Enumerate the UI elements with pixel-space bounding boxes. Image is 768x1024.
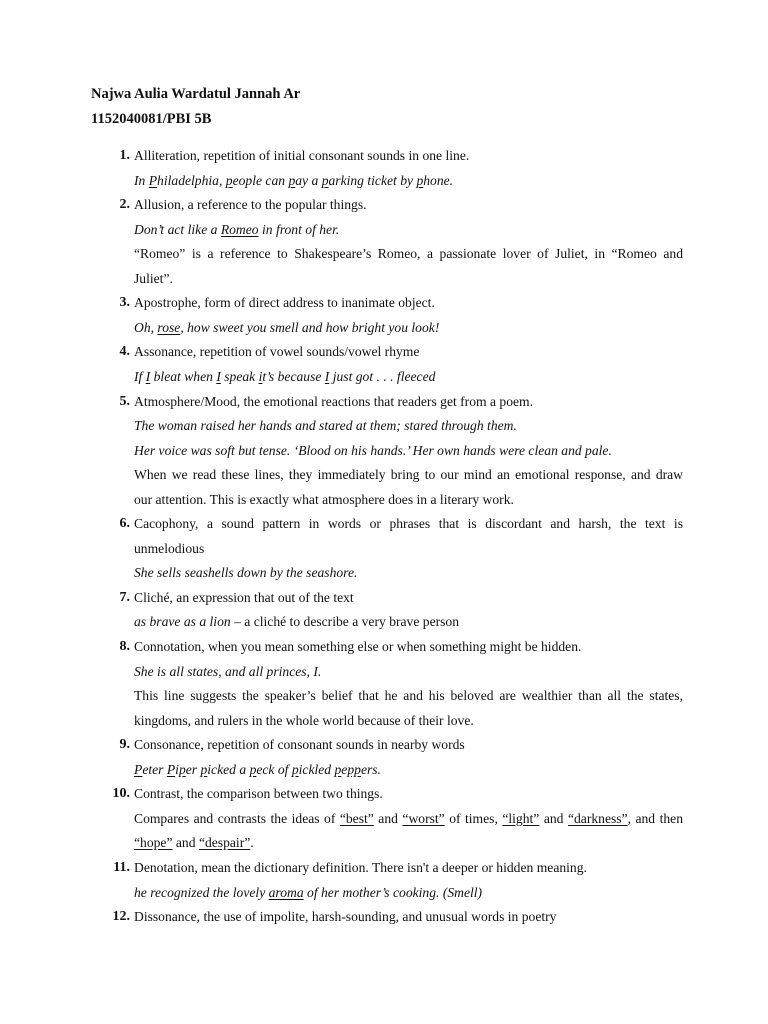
item-text-line: [134, 291, 683, 316]
text-segment: i: [175, 761, 179, 777]
text-segment: just got . . . fleeced: [329, 368, 436, 384]
example-line: [134, 610, 683, 635]
text-segment: She sells seashells down by the seashore.: [134, 565, 358, 581]
item-number: 10.: [112, 786, 130, 802]
text-segment: er: [185, 761, 201, 777]
item-text-line: [134, 512, 683, 537]
text-segment: – a cliché to describe a very brave person: [230, 614, 460, 630]
text-segment: hone.: [423, 172, 454, 188]
example-line: [134, 365, 683, 390]
item-text-line: [134, 390, 683, 415]
example-line: [134, 169, 683, 194]
text-segment: of times,: [444, 810, 503, 826]
text-segment: If: [134, 368, 146, 384]
item-text-line: [134, 733, 683, 758]
text-segment: Compares and contrasts the ideas of: [134, 810, 340, 826]
text-segment: Atmosphere/Mood, the emotional reactions that readers get from a poem.: [134, 393, 534, 409]
text-segment: Contrast, the comparison between two things.: [134, 786, 383, 802]
text-segment: bleat when: [150, 368, 217, 384]
text-segment: Oh,: [134, 319, 158, 335]
text-segment: Connotation, when you mean something else or when something might be hidden.: [134, 639, 582, 654]
text-segment: Assonance, repetition of vowel sounds/vowel rhyme: [134, 344, 420, 360]
underlined-text: P: [134, 761, 143, 777]
underlined-text: p: [334, 761, 342, 777]
item-text-line: [134, 807, 683, 832]
item-number: 4.: [119, 344, 130, 360]
text-segment: Don’t act like a: [134, 221, 221, 237]
text-segment: e: [341, 761, 348, 777]
text-segment: hiladelphia,: [157, 172, 226, 188]
text-segment: our attention. This is exactly what atmosphere does in a literary work.: [134, 491, 514, 507]
text-segment: Her voice was soft but tense. ‘Blood on his hands.’ Her own hands were clean and pale.: [134, 442, 612, 458]
text-segment: This line suggests the speaker’s belief that he and his beloved are wealthier than all the states,: [134, 688, 683, 704]
item-number: 1.: [119, 148, 130, 163]
item-text-line: [134, 782, 683, 807]
text-segment: speak: [220, 368, 259, 384]
item-text-line: [134, 267, 683, 292]
example-line: [134, 881, 683, 906]
text-segment: ay a: [295, 172, 322, 188]
underlined-text: P: [148, 172, 158, 188]
text-segment: and: [373, 810, 403, 826]
example-line: [134, 758, 683, 783]
text-segment: Cacophony, a sound pattern in words or phrases that is discordant and harsh, the text is: [134, 516, 683, 532]
text-segment: Consonance, repetition of consonant sounds in nearby words: [134, 737, 465, 753]
underlined-text: p: [416, 172, 424, 188]
underlined-text: I: [324, 368, 330, 384]
underlined-text: p: [200, 761, 208, 777]
text-segment: .: [250, 835, 254, 851]
item-text-line: [134, 586, 683, 611]
underlined-text: I: [216, 368, 221, 384]
underlined-text: Romeo: [220, 221, 259, 237]
item-text-line: [134, 831, 683, 856]
underlined-text: p: [291, 761, 299, 777]
underlined-text: p: [225, 172, 233, 188]
text-segment: Juliet”.: [134, 270, 173, 286]
item-number: 9.: [119, 737, 130, 753]
text-segment: , and then: [627, 810, 683, 826]
text-segment: and: [539, 810, 568, 826]
item-text-line: [134, 905, 683, 930]
item-text-line: [134, 340, 683, 365]
underlined-text: rose: [157, 319, 181, 335]
text-segment: icked a: [207, 761, 250, 777]
item-number: 8.: [119, 639, 130, 654]
example-line: [134, 660, 683, 685]
underlined-text: aroma: [268, 884, 304, 900]
text-segment: he recognized the lovely: [134, 884, 269, 900]
item-number: 5.: [119, 393, 130, 409]
item-text-line: [134, 537, 683, 562]
text-segment: unmelodious: [134, 540, 205, 556]
underlined-text: p: [288, 172, 296, 188]
example-line: [134, 439, 683, 464]
text-segment: The woman raised her hands and stared at them; stared through them.: [134, 418, 517, 434]
underlined-text: “light”: [502, 810, 540, 826]
text-segment: ickled: [298, 761, 335, 777]
example-line: [134, 218, 683, 243]
text-segment: in front of her.: [258, 221, 340, 237]
underlined-text: p: [178, 761, 186, 777]
underlined-text: pp: [347, 761, 361, 777]
text-segment: eck of: [256, 761, 292, 777]
item-number: 3.: [119, 295, 130, 311]
text-segment: “Romeo” is a reference to Shakespeare’s Romeo, a passionate lover of Juliet, in “Romeo and: [134, 246, 683, 262]
underlined-text: “darkness”: [567, 810, 628, 826]
text-segment: Dissonance, the use of impolite, harsh-sounding, and unusual words in poetry: [134, 909, 557, 925]
item-number: 6.: [119, 516, 130, 532]
text-segment: Cliché, an expression that out of the text: [134, 589, 354, 605]
item-text-line: [134, 856, 683, 881]
item-text-line: [134, 709, 683, 734]
underlined-text: “despair”: [198, 835, 251, 851]
underlined-text: “best”: [339, 810, 374, 826]
student-id: 1152040081/PBI 5B: [91, 111, 212, 127]
item-number: 11.: [113, 859, 130, 875]
text-segment: of her mother’s cooking. (Smell): [303, 884, 483, 900]
item-number: 2.: [119, 197, 130, 213]
text-segment: as brave as a lion: [134, 614, 231, 630]
item-number: 12.: [112, 909, 130, 925]
text-segment: t’s because: [262, 368, 325, 384]
text-segment: , how sweet you smell and how bright you look!: [180, 319, 440, 335]
underlined-text: i: [258, 368, 263, 384]
item-text-line: [134, 635, 683, 660]
item-text-line: [134, 193, 683, 218]
text-segment: Alliteration, repetition of initial consonant sounds in one line.: [134, 148, 470, 163]
item-text-line: [134, 463, 683, 488]
text-segment: arking ticket by: [328, 172, 417, 188]
text-segment: Allusion, a reference to the popular things.: [134, 197, 367, 213]
text-segment: Apostrophe, form of direct address to inanimate object.: [134, 295, 435, 311]
item-text-line: [134, 242, 683, 267]
underlined-text: I: [145, 368, 151, 384]
text-segment: eople can: [232, 172, 289, 188]
underlined-text: p: [321, 172, 329, 188]
item-text-line: [134, 684, 683, 709]
underlined-text: p: [249, 761, 257, 777]
item-text-line: [134, 144, 683, 169]
text-segment: When we read these lines, they immediately bring to our mind an emotional response, and draw: [134, 467, 683, 483]
text-segment: and: [172, 835, 199, 851]
author-name: Najwa Aulia Wardatul Jannah Ar: [91, 86, 301, 102]
text-segment: Denotation, mean the dictionary definition. There isn't a deeper or hidden meaning.: [134, 859, 587, 875]
example-line: [134, 414, 683, 439]
item-text-line: [134, 488, 683, 513]
text-segment: She is all states, and all princes, I.: [134, 663, 322, 679]
underlined-text: “hope”: [134, 835, 173, 851]
example-line: [134, 561, 683, 586]
text-segment: In: [134, 172, 149, 188]
item-number: 7.: [119, 589, 130, 605]
underlined-text: “worst”: [402, 810, 445, 826]
text-segment: ers.: [360, 761, 381, 777]
text-segment: eter: [142, 761, 167, 777]
text-segment: kingdoms, and rulers in the whole world because of their love.: [134, 712, 474, 728]
example-line: [134, 316, 683, 341]
underlined-text: P: [166, 761, 176, 777]
